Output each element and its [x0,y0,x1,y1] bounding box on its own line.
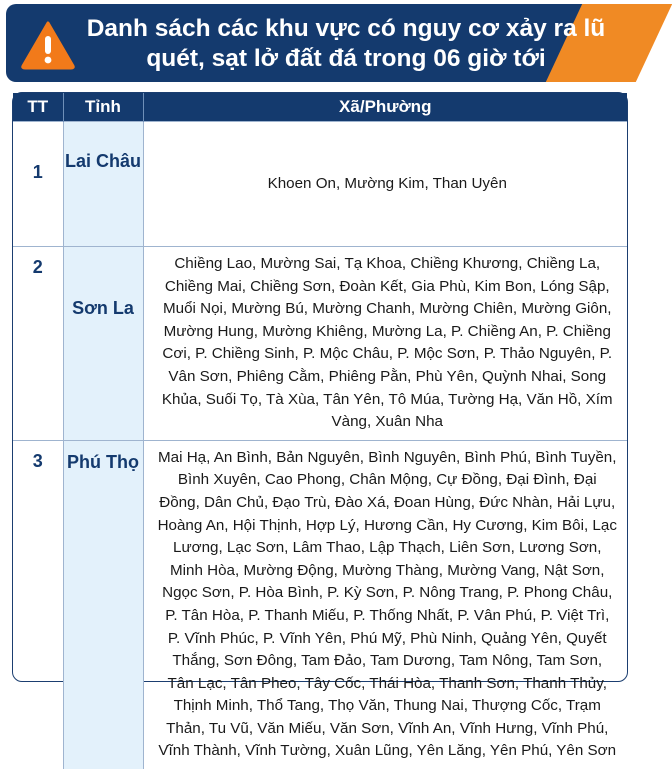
table-row [13,440,627,769]
ward-list: Mai Hạ, An Bình, Bản Nguyên, Bình Nguyên, Bình Phú, Bình Tuyền, Bình Xuyên, Cao Phong, Chân Mộng, Cự Đồng, Đại Đình, Đại Đồng, Dân Chủ, Đạo Trù, Đào Xá, Đoan Hùng, Đức Nhàn, Hải Lựu, Hoàng An, Hội Thịnh, Hợp Lý, Hương Cần, Hy Cương, Kim Bôi, Lạc Lương, Lạc Sơn, Lâm Thao, Lập Thạch, Liên Sơn, Lương Sơn, Minh Hòa, Mường Động, Mường Thàng, Mường Vang, Nật Sơn, Ngọc Sơn, P. Hòa Bình, P. Kỳ Sơn, P. Nông Trang, P. Phong Châu, P. Tân Hòa, P. Thanh Miếu, P. Thống Nhất, P. Vân Phú, P. Việt Trì, P. Vĩnh Phúc, P. Vĩnh Yên, Phú Mỹ, Phù Ninh, Quảng Yên, Quyết Thắng, Sơn Đông, Tam Đảo, Tam Dương, Tam Nông, Tam Sơn, Tân Lạc, Tân Pheo, Tây Cốc, Thái Hòa, Thanh Sơn, Thanh Thủy, Thịnh Minh, Thổ Tang, Thọ Văn, Thung Nai, Thượng Cốc, Trạm Thản, Tu Vũ, Văn Miếu, Văn Sơn, Vĩnh An, Vĩnh Hưng, Vĩnh Phú, Vĩnh Thành, Vĩnh Tường, Xuân Lũng, Yên Lăng, Yên Phú, Yên Sơn [143,440,627,769]
table-row [13,122,627,247]
ward-list: Khoen On, Mường Kim, Than Uyên [143,122,627,247]
row-number: 2 [13,247,63,441]
column-header-wards: Xã/Phường [143,93,627,122]
table-row [13,247,627,441]
header-banner [6,4,634,82]
risk-area-table [12,92,628,760]
province-name: Phú Thọ [63,440,143,769]
province-name: Sơn La [63,247,143,441]
table-header-row [13,93,627,122]
warning-triangle-icon [20,20,76,70]
row-number: 3 [13,440,63,769]
column-header-province: Tỉnh [63,93,143,122]
ward-list: Chiềng Lao, Mường Sai, Tạ Khoa, Chiềng Khương, Chiềng La, Chiềng Mai, Chiềng Sơn, Đoàn Kết, Gia Phù, Kim Bon, Lóng Sập, Muổi Nọi, Mường Bú, Mường Chanh, Mường Chiên, Mường Giôn, Mường Hung, Mường Khiêng, Mường La, P. Chiềng An, P. Chiềng Cơi, P. Chiềng Sinh, P. Mộc Châu, P. Mộc Sơn, P. Thảo Nguyên, P. Vân Sơn, Phiêng Cằm, Phiêng Pằn, Phù Yên, Quỳnh Nhai, Song Khủa, Suối Tọ, Tà Xùa, Tân Yên, Tô Múa, Tường Hạ, Văn Hồ, Xím Vàng, Xuân Nha [143,247,627,441]
province-name: Lai Châu [63,122,143,247]
page-title: Danh sách các khu vực có nguy cơ xảy ra lũ quét, sạt lở đất đá trong 06 giờ tới [86,15,606,72]
column-header-tt: TT [13,93,63,122]
row-number: 1 [13,122,63,247]
